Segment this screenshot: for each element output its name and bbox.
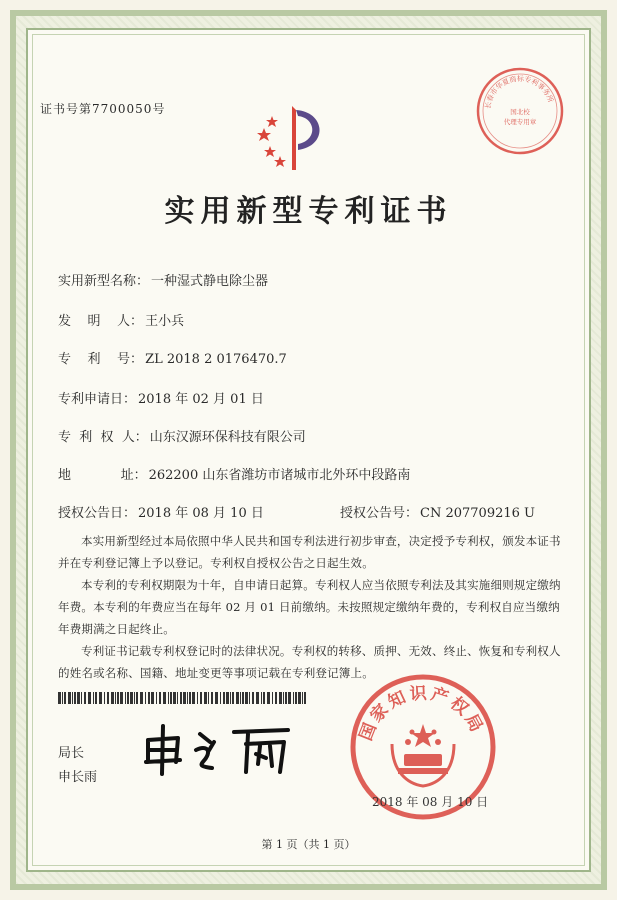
barcode-bar xyxy=(99,692,102,704)
barcode-bar xyxy=(180,692,182,704)
barcode-icon xyxy=(58,692,308,704)
barcode-bar xyxy=(58,692,61,704)
utility-model-name-label: 实用新型名称： xyxy=(58,274,150,289)
barcode-bar xyxy=(134,692,135,704)
barcode-bar xyxy=(304,692,306,704)
certificate-number: 证书号第7700050号 xyxy=(40,102,166,116)
barcode-bar xyxy=(223,692,225,704)
barcode-bar xyxy=(249,692,250,704)
barcode-bar xyxy=(279,692,282,704)
barcode-bar xyxy=(62,692,63,704)
page-number: 第 1 页（共 1 页） xyxy=(261,838,356,851)
certificate-body xyxy=(58,530,563,684)
barcode-bar xyxy=(261,692,262,704)
publication-number-value: CN 207709216 U xyxy=(420,506,535,521)
filing-date-label: 专利申请日： xyxy=(58,392,137,407)
barcode-bar xyxy=(215,692,218,704)
barcode-bar xyxy=(163,692,166,704)
barcode-bar xyxy=(148,692,150,704)
filing-date-row xyxy=(58,388,264,407)
agent-seal-stamp xyxy=(475,66,565,156)
barcode-bar xyxy=(77,692,80,704)
barcode-bar xyxy=(74,692,76,704)
barcode-bar xyxy=(127,692,129,704)
barcode-bar xyxy=(197,692,198,704)
patent-number-row xyxy=(58,348,287,367)
barcode-bar xyxy=(145,692,146,704)
barcode-bar xyxy=(104,692,105,704)
paragraph-term: 本专利的专利权期限为十年，自申请日起算。专利权人应当依照专利法及其实施细则规定缴纳年费。本专利的年费应当在每年 02 月 01 日前缴纳。未按照规定缴纳年费的，专利权自应当缴纳年费期满之日起终止。 xyxy=(58,578,561,636)
barcode-bar xyxy=(151,692,154,704)
barcode-bar xyxy=(298,692,301,704)
paragraph-grant: 本实用新型经过本局依照中华人民共和国专利法进行初步审查，决定授予专利权，颁发本证书并在专利登记簿上予以登记。专利权自授权公告之日起生效。 xyxy=(58,534,561,570)
barcode-bar xyxy=(111,692,114,704)
grant-date-label: 授权公告日： xyxy=(58,506,137,521)
svg-text:国家知识产权局: 国家知识产权局 xyxy=(356,683,488,744)
barcode-bar xyxy=(68,692,71,704)
barcode-bar xyxy=(226,692,229,704)
barcode-bar xyxy=(211,692,213,704)
publication-number-label: 授权公告号： xyxy=(340,506,419,521)
barcode-bar xyxy=(84,692,86,704)
grant-date-row xyxy=(58,502,264,521)
patentee-row xyxy=(58,426,306,445)
patent-number-value: ZL 2018 2 0176470.7 xyxy=(145,352,287,367)
svg-text:长春市华夏商标专利事务所: 长春市华夏商标专利事务所 xyxy=(483,74,555,110)
barcode-bar xyxy=(173,692,176,704)
barcode-bar xyxy=(245,692,248,704)
seal-date: 2018 年 08 月 10 日 xyxy=(372,795,489,809)
inventor-label: 发 明 人： xyxy=(58,314,144,329)
barcode-bar xyxy=(208,692,209,704)
svg-text:代理专用章: 代理专用章 xyxy=(503,118,537,126)
cnipa-logo-icon xyxy=(252,98,332,178)
barcode-bar xyxy=(95,692,97,704)
barcode-bar xyxy=(88,692,91,704)
barcode-bar xyxy=(200,692,202,704)
barcode-bar xyxy=(302,692,303,704)
barcode-bar xyxy=(240,692,241,704)
barcode-bar xyxy=(220,692,221,704)
barcode-bar xyxy=(293,692,294,704)
filing-date-value: 2018 年 02 月 01 日 xyxy=(138,392,264,407)
paragraph-legal-status: 专利证书记载专利权登记时的法律状况。专利权的转移、质押、无效、终止、恢复和专利权人的姓名或名称、国籍、地址变更等事项记载在专利登记簿上。 xyxy=(58,644,561,680)
barcode-bar xyxy=(115,692,116,704)
signatory-name: 申长雨 xyxy=(58,770,98,785)
barcode-bar xyxy=(125,692,126,704)
certificate-title: 实用新型专利证书 xyxy=(164,194,453,229)
grant-date-value: 2018 年 08 月 10 日 xyxy=(138,506,264,521)
patent-number-label: 专 利 号： xyxy=(58,352,144,367)
barcode-bar xyxy=(192,692,195,704)
address-row xyxy=(58,464,410,483)
barcode-bar xyxy=(242,692,244,704)
barcode-bar xyxy=(64,692,66,704)
barcode-bar xyxy=(267,692,270,704)
barcode-bar xyxy=(183,692,186,704)
barcode-bar xyxy=(72,692,73,704)
barcode-bar xyxy=(187,692,188,704)
publication-number-row xyxy=(340,502,535,521)
barcode-bar xyxy=(168,692,169,704)
barcode-bar xyxy=(136,692,138,704)
patentee-value: 山东汉源环保科技有限公司 xyxy=(149,430,306,445)
barcode-bar xyxy=(232,692,234,704)
barcode-bar xyxy=(285,692,287,704)
barcode-bar xyxy=(177,692,178,704)
address-value: 262200 山东省潍坊市诸城市北外环中段路南 xyxy=(148,468,411,483)
svg-text:国北校: 国北校 xyxy=(510,108,530,116)
barcode-bar xyxy=(236,692,239,704)
handwritten-signature xyxy=(138,712,308,782)
barcode-bar xyxy=(256,692,259,704)
inventor-row xyxy=(58,310,184,329)
barcode-bar xyxy=(107,692,109,704)
barcode-bar xyxy=(189,692,191,704)
barcode-bar xyxy=(117,692,119,704)
barcode-bar xyxy=(283,692,284,704)
utility-model-name-value: 一种湿式静电除尘器 xyxy=(151,274,269,289)
barcode-bar xyxy=(252,692,254,704)
utility-model-name-row xyxy=(58,270,268,289)
barcode-bar xyxy=(156,692,157,704)
signatory-title: 局长 xyxy=(58,746,85,761)
address-label: 地 址： xyxy=(58,468,147,483)
barcode-bar xyxy=(159,692,161,704)
patentee-label: 专 利 权 人： xyxy=(58,430,148,445)
barcode-bar xyxy=(288,692,291,704)
barcode-bar xyxy=(120,692,123,704)
barcode-bar xyxy=(140,692,143,704)
barcode-bar xyxy=(295,692,297,704)
barcode-bar xyxy=(230,692,231,704)
barcode-bar xyxy=(204,692,207,704)
barcode-bar xyxy=(170,692,172,704)
barcode-bar xyxy=(93,692,94,704)
barcode-bar xyxy=(275,692,277,704)
barcode-bar xyxy=(81,692,82,704)
barcode-bar xyxy=(272,692,273,704)
barcode-bar xyxy=(130,692,133,704)
barcode-bar xyxy=(263,692,265,704)
inventor-value: 王小兵 xyxy=(145,314,185,329)
